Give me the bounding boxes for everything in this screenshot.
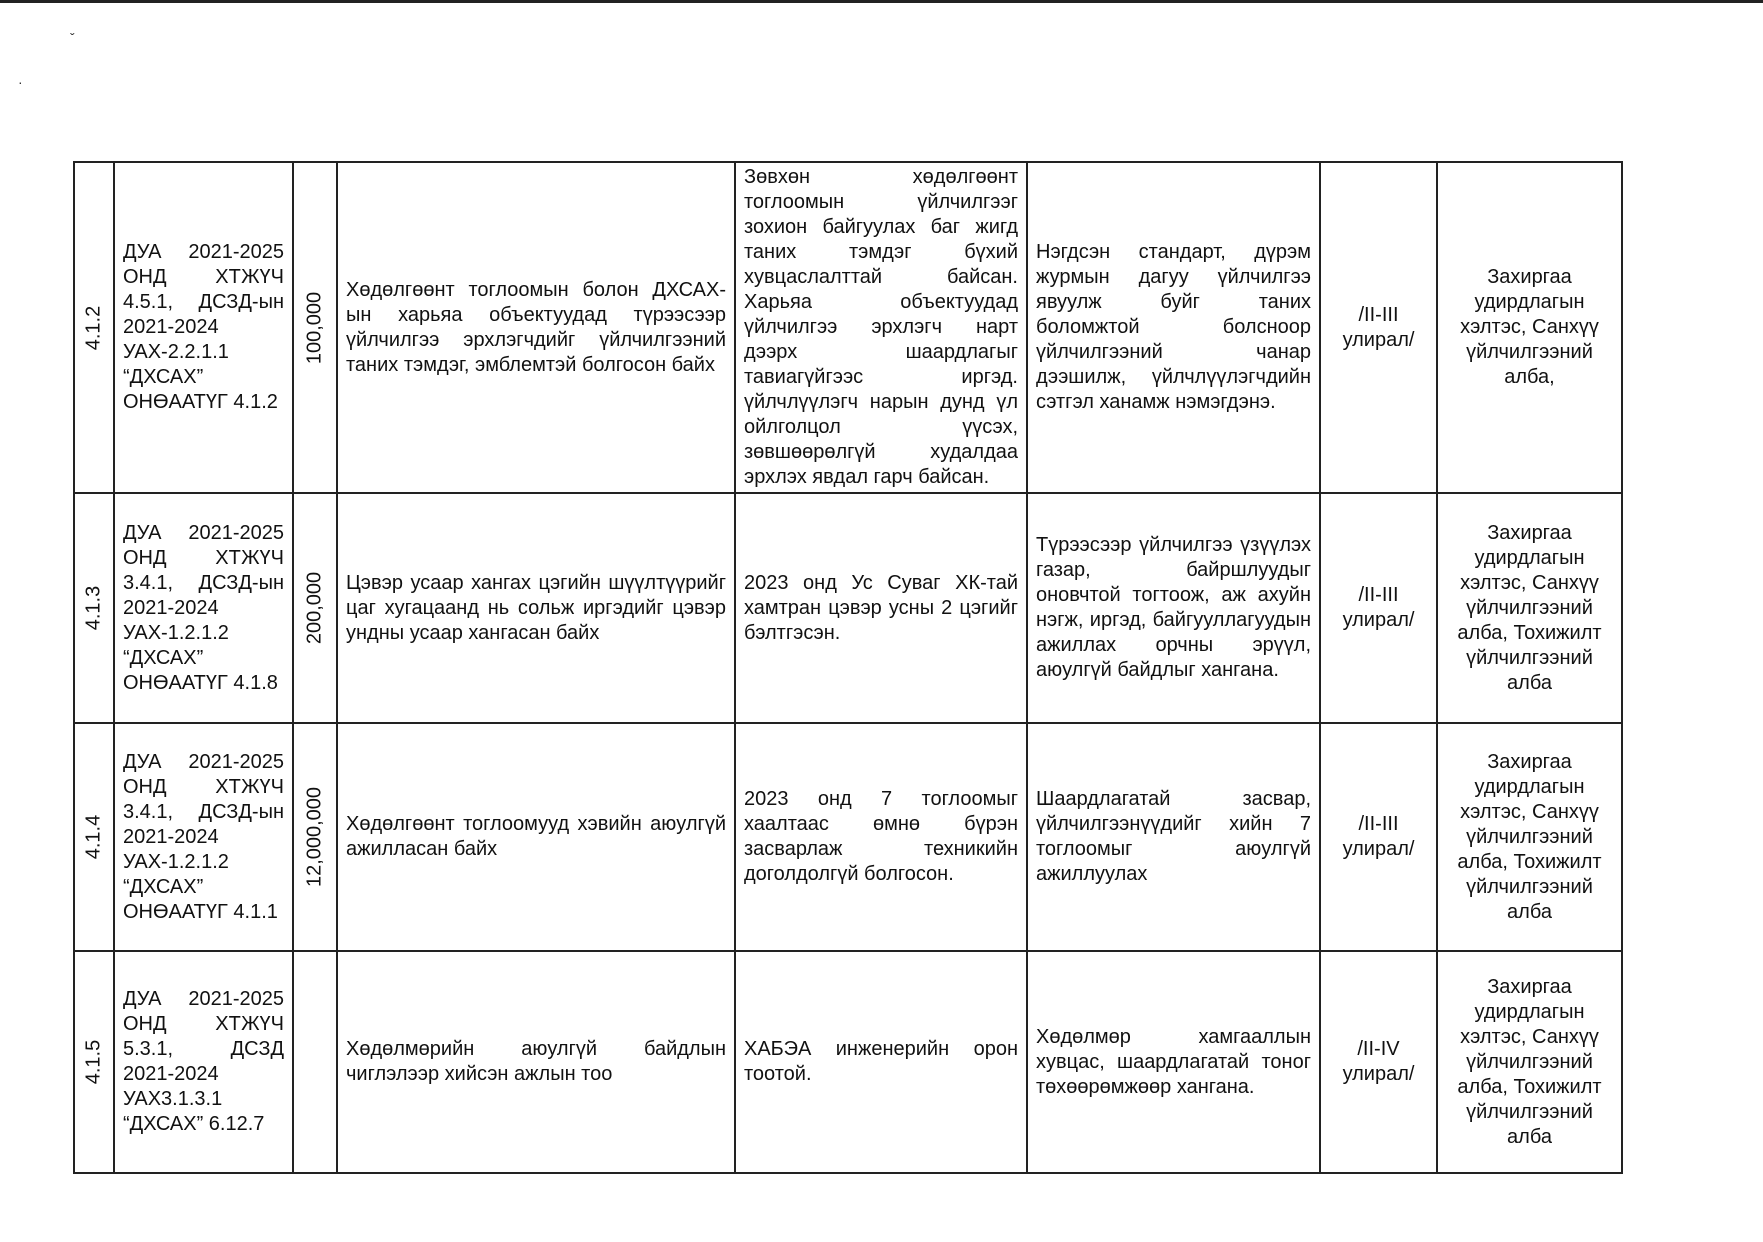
- page-top-border: [0, 0, 1763, 3]
- row-number-cell: [74, 493, 114, 723]
- outcome-cell: Шаардлагатай засвар, үйлчилгээнүүдийг хийн 7 тоглоомыг аюулгүй ажиллуулах: [1027, 723, 1320, 951]
- activity-cell: Хөдөлгөөнт тоглоомын болон ДХСАХ-ын харьяа объектуудад түрээсээр үйлчилгээ эрхлэгчдийг үйлчилгээний таних тэмдэг, эмблемтэй болгосон байх: [337, 162, 735, 493]
- result-cell: 2023 онд Ус Суваг ХК-тай хамтран цэвэр усны 2 цэгийг бэлтгэсэн.: [735, 493, 1027, 723]
- outcome-cell: Хөдөлмөр хамгааллын хувцас, шаардлагатай тоног төхөөрөмжөөр хангана.: [1027, 951, 1320, 1173]
- outcome-cell: Түрээсээр үйлчилгээ үзүүлэх газар, байршлуудыг оновчтой тогтоож, аж ахуйн нэгж, иргэд, байгууллагуудын ажиллах орчны эрүүл, аюулгүй байдлыг хангана.: [1027, 493, 1320, 723]
- department-cell: Захиргаа удирдлагын хэлтэс, Санхүү үйлчилгээний алба, Тохижилт үйлчилгээний алба: [1437, 493, 1622, 723]
- table-row: [74, 951, 1622, 1173]
- table-row: [74, 162, 1622, 493]
- amount-value: 100,000: [303, 291, 326, 364]
- row-number: 4.1.4: [82, 814, 105, 860]
- period-cell: /II-III улирал/: [1320, 162, 1437, 493]
- amount-value: 200,000: [303, 571, 326, 645]
- row-number: 4.1.5: [82, 1039, 105, 1085]
- reference-cell: ДУА 2021-2025 ОНД ХТЖҮЧ 3.4.1, ДСЗД-ын 2021-2024 УАХ-1.2.1.2 “ДХСАХ” ОНӨААТҮГ 4.1.1: [114, 723, 293, 951]
- department-cell: Захиргаа удирдлагын хэлтэс, Санхүү үйлчилгээний алба, Тохижилт үйлчилгээний алба: [1437, 951, 1622, 1173]
- row-number: 4.1.2: [82, 305, 105, 350]
- amount-cell: [293, 951, 337, 1173]
- scan-speck: ·: [18, 74, 23, 90]
- activity-cell: Хөдөлмөрийн аюулгүй байдлын чиглэлээр хийсэн ажлын тоо: [337, 951, 735, 1173]
- row-number: 4.1.3: [82, 585, 105, 631]
- amount-cell: [293, 162, 337, 493]
- amount-cell: [293, 493, 337, 723]
- row-number-cell: [74, 951, 114, 1173]
- period-cell: /II-III улирал/: [1320, 723, 1437, 951]
- period-cell: /II-IV улирал/: [1320, 951, 1437, 1173]
- reference-cell: ДУА 2021-2025 ОНД ХТЖҮЧ 5.3.1, ДСЗД 2021-2024 УАХ3.1.3.1 “ДХСАХ” 6.12.7: [114, 951, 293, 1173]
- result-cell: 2023 онд 7 тоглоомыг хаалтаас өмнө бүрэн засварлаж техникийн доголдолгүй болгосон.: [735, 723, 1027, 951]
- activity-cell: Цэвэр усаар хангах цэгийн шүүлтүүрийг цаг хугацаанд нь сольж иргэдийг цэвэр ундны усаар хангасан байх: [337, 493, 735, 723]
- department-cell: Захиргаа удирдлагын хэлтэс, Санхүү үйлчилгээний алба,: [1437, 162, 1622, 493]
- reference-cell: ДУА 2021-2025 ОНД ХТЖҮЧ 3.4.1, ДСЗД-ын 2021-2024 УАХ-1.2.1.2 “ДХСАХ” ОНӨААТҮГ 4.1.8: [114, 493, 293, 723]
- row-number-cell: [74, 723, 114, 951]
- table-row: [74, 723, 1622, 951]
- table-row: [74, 493, 1622, 723]
- reference-cell: ДУА 2021-2025 ОНД ХТЖҮЧ 4.5.1, ДСЗД-ын 2021-2024 УАХ-2.2.1.1 “ДХСАХ” ОНӨААТҮГ 4.1.2: [114, 162, 293, 493]
- activity-cell: Хөдөлгөөнт тоглоомууд хэвийн аюулгүй ажилласан байх: [337, 723, 735, 951]
- amount-value: 12,000,000: [303, 786, 326, 888]
- result-cell: ХАБЭА инженерийн орон тоотой.: [735, 951, 1027, 1173]
- period-cell: /II-III улирал/: [1320, 493, 1437, 723]
- row-number-cell: [74, 162, 114, 493]
- department-cell: Захиргаа удирдлагын хэлтэс, Санхүү үйлчилгээний алба, Тохижилт үйлчилгээний алба: [1437, 723, 1622, 951]
- amount-cell: [293, 723, 337, 951]
- action-plan-table: [73, 161, 1623, 1174]
- outcome-cell: Нэгдсэн стандарт, дүрэм журмын дагуу үйлчилгээ явуулж буйг таних боломжтой болсноор үйлчилгээний чанар дээшилж, үйлчлүүлэгчдийн сэтгэл ханамж нэмэгдэнэ.: [1027, 162, 1320, 493]
- scan-speck: ˇ: [70, 30, 75, 46]
- result-cell: Зөвхөн хөдөлгөөнт тоглоомын үйлчилгээг зохион байгуулах баг жигд таних тэмдэг бүхий хувцаслалттай байсан. Харьяа объектуудад үйлчилгээ эрхлэгч нарт дээрх шаардлагыг тавиагүйгээс иргэд. үйлчлүүлэгч нарын дунд үл ойлголцол үүсэх, зөвшөөрөлгүй худалдаа эрхлэх явдал гарч байсан.: [735, 162, 1027, 493]
